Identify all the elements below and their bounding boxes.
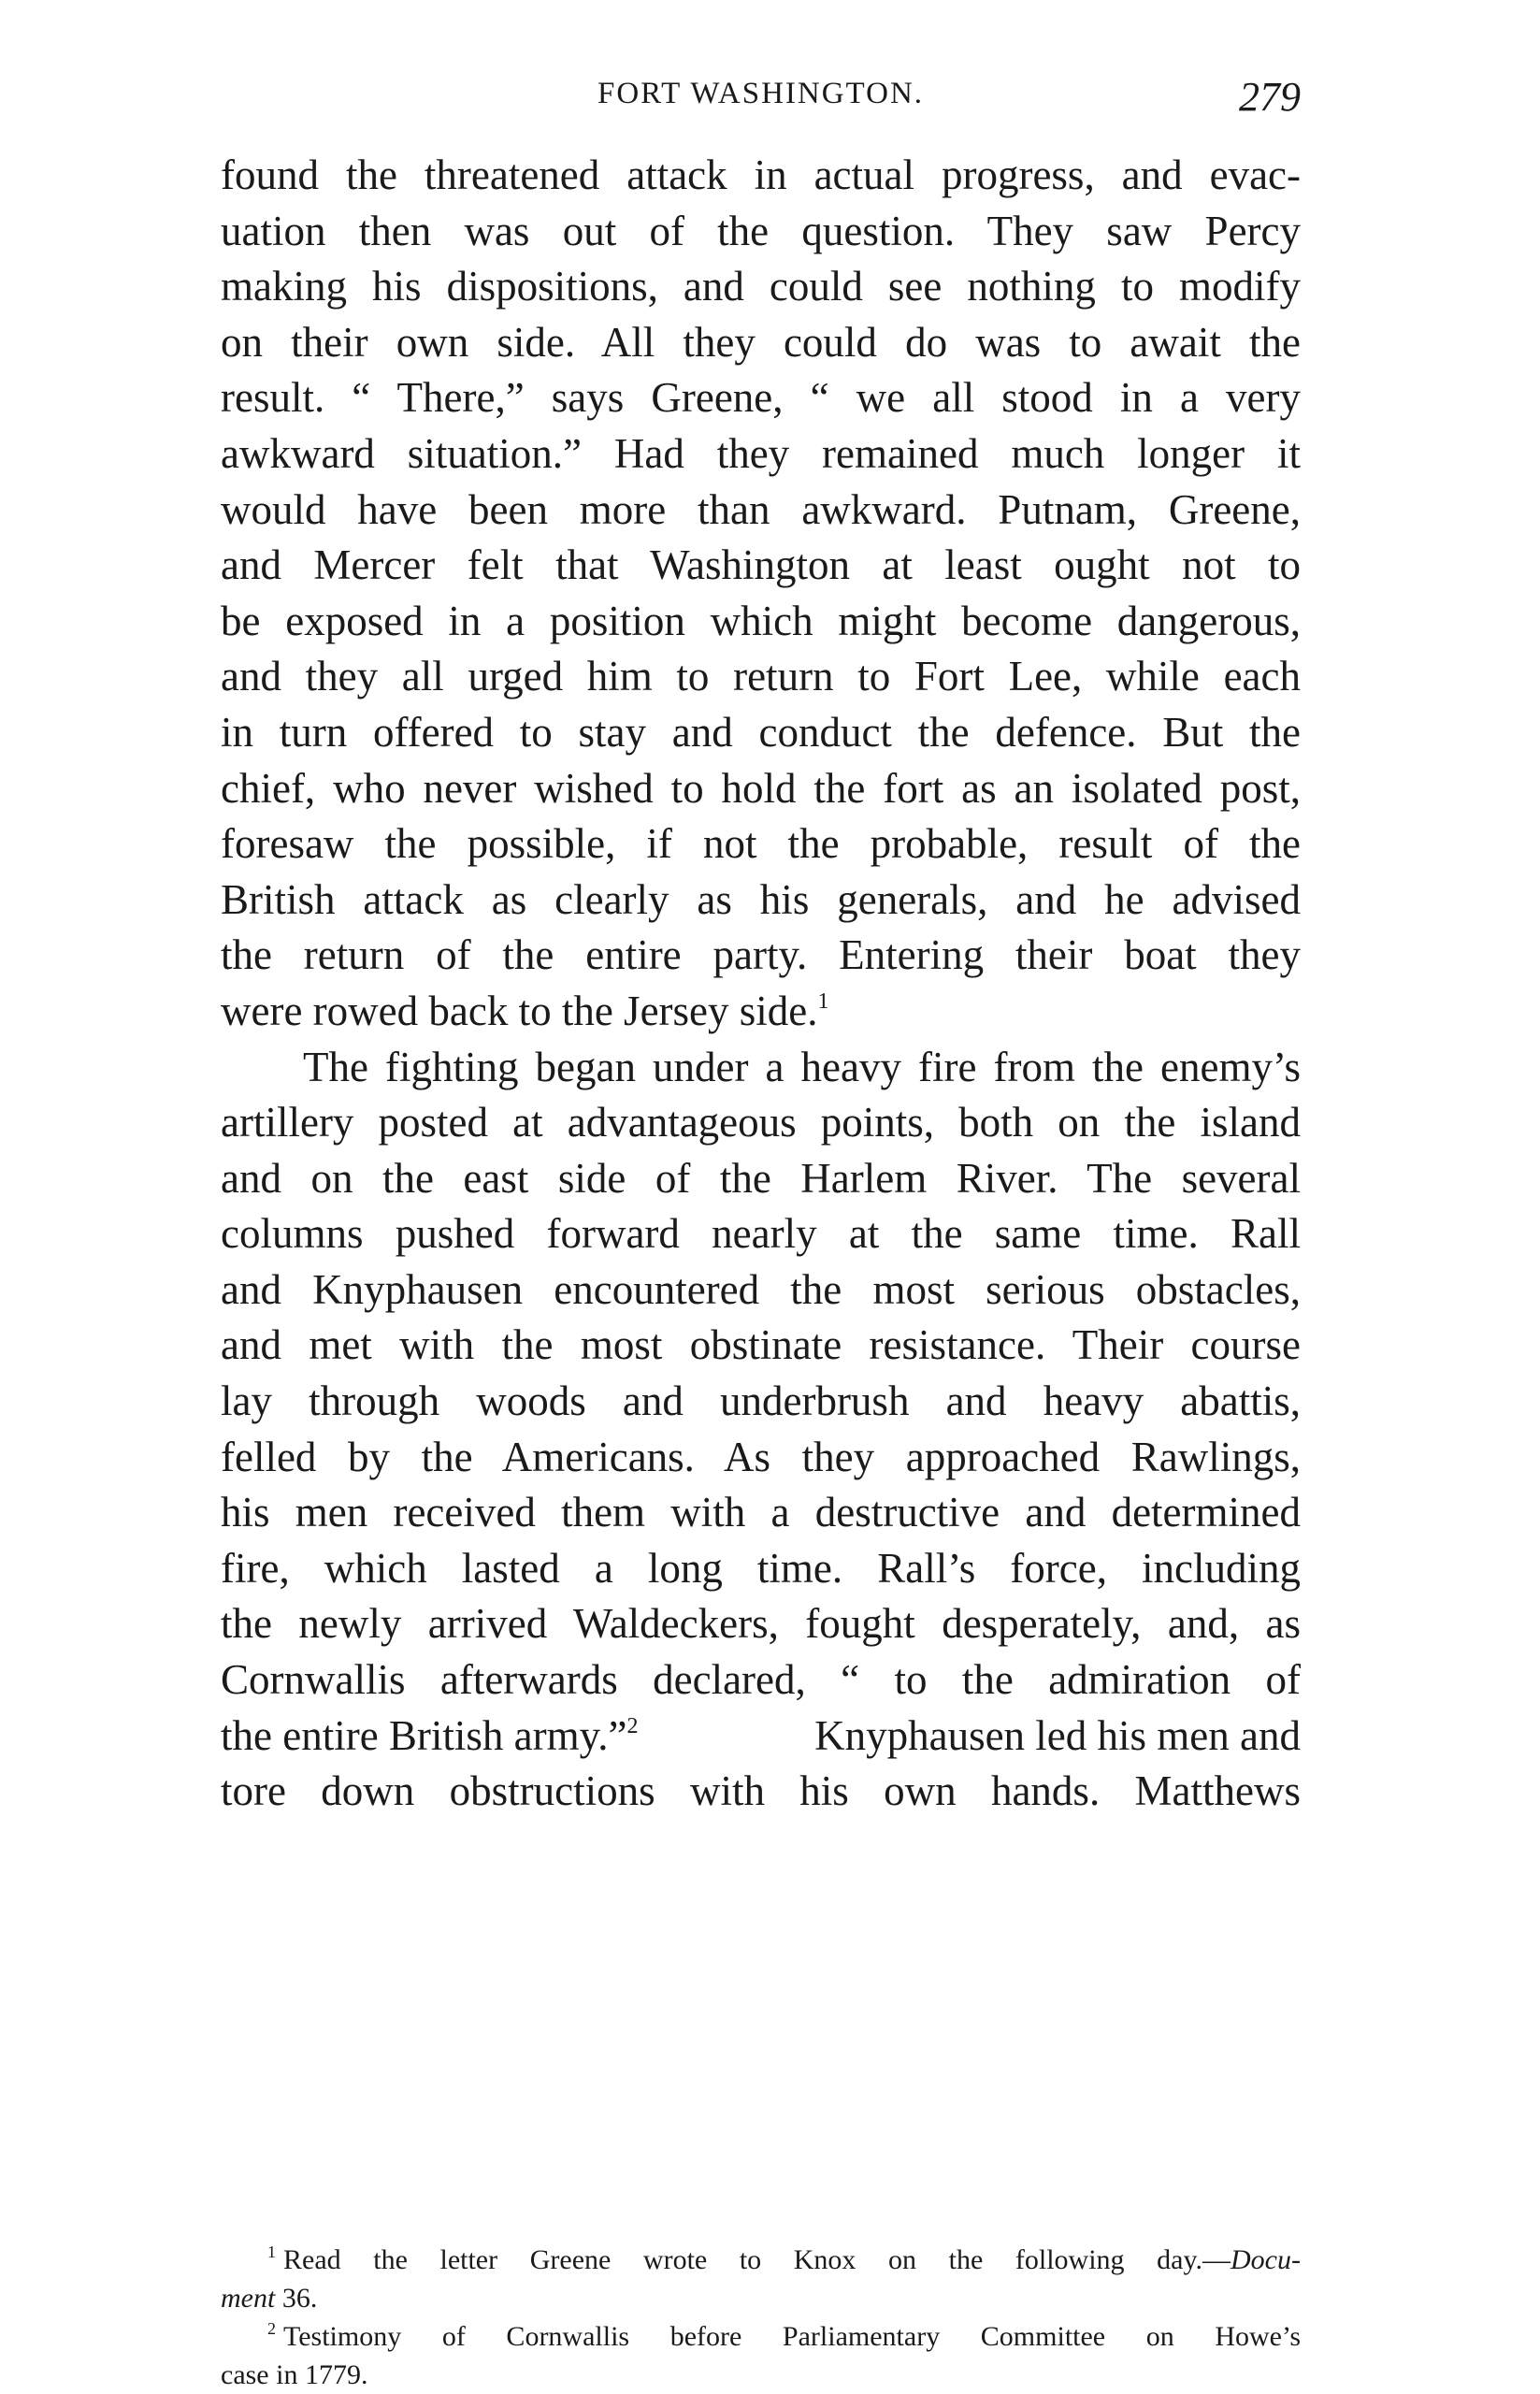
text-line [221,984,1301,1040]
footnote-2 [221,2317,1301,2394]
text-line: and Knyphausen encountered the most serious obstacles, [221,1265,1301,1313]
text-line: The fighting began under a heavy fire from the enemy’s [303,1043,1301,1090]
text-line: his men received them with a destructive and determined [221,1489,1301,1536]
text-line: artillery posted at advantageous points, both on the island [221,1099,1301,1147]
footnote-italic: Docu- [1231,2244,1301,2275]
main-text [221,148,1301,1820]
text-line: tore down obstructions with his own hands. Matthews [221,1767,1301,1815]
text-line: on their own side. All they could do was to await the [221,318,1301,366]
footnote-line [221,2241,1301,2279]
text-line: and met with the most obstinate resistance. Their course [221,1321,1301,1369]
footnote-ref-1: 1 [817,988,829,1014]
footnote-text: Read the letter Greene wrote to Knox on the following day.— [283,2244,1231,2275]
footnote-italic: ment [221,2283,276,2314]
footnotes [221,2241,1301,2394]
running-head [221,73,1301,129]
text-line: lay through woods and underbrush and heavy abattis, [221,1377,1301,1425]
text-line: found the threatened attack in actual progress, and evac- [221,151,1301,198]
text-line: making his dispositions, and could see nothing to modify [221,263,1301,310]
text-line-content: the entire British army.” [221,1711,627,1759]
text-line: columns pushed forward nearly at the same time. Rall [221,1210,1301,1258]
footnote-text: 36. [275,2283,318,2314]
footnote-line [221,2317,1301,2356]
footnote-1 [221,2241,1301,2317]
footnote-line [221,2279,1301,2317]
text-line: and Mercer felt that Washington at least ought not to [221,541,1301,589]
text-line: result. “ There,” says Greene, “ we all stood in a very [221,374,1301,422]
text-line-left [221,1709,638,1765]
text-line: chief, who never wished to hold the fort as an isolated post, [221,764,1301,812]
paragraph-2 [221,1040,1301,1820]
text-line: Cornwallis afterwards declared, “ to the admiration of [221,1656,1301,1704]
text-line: foresaw the possible, if not the probable, result of the [221,820,1301,868]
footnote-ref-2: 2 [626,1713,639,1738]
text-line: uation then was out of the question. They saw Percy [221,207,1301,254]
text-line: and on the east side of the Harlem River. The several [221,1154,1301,1202]
text-line: the return of the entire party. Entering their boat they [221,931,1301,979]
page-number: 279 [1239,74,1301,120]
text-line: British attack as clearly as his generals, and he advised [221,875,1301,923]
running-title: FORT WASHINGTON. [597,77,925,110]
text-line: felled by the Americans. As they approached Rawlings, [221,1433,1301,1480]
footnote-marker: 2 [267,2319,276,2338]
paragraph-1 [221,148,1301,1040]
footnote-marker: 1 [267,2243,276,2261]
text-line-content: were rowed back to the Jersey side. [221,987,818,1034]
text-line: be exposed in a position which might become dangerous, [221,597,1301,644]
text-line: awkward situation.” Had they remained much longer it [221,429,1301,477]
text-line: in turn offered to stay and conduct the defence. But the [221,708,1301,756]
footnote-text: Testimony of Cornwallis before Parliamentary Committee on Howe’s [283,2321,1301,2352]
footnote-line: case in 1779. [221,2359,368,2390]
text-line: fire, which lasted a long time. Rall’s force, including [221,1544,1301,1592]
text-line: the newly arrived Waldeckers, fought desperately, and, as [221,1600,1301,1648]
text-line [221,1709,1301,1765]
text-line-right: Knyphausen led his men and [814,1711,1301,1759]
text-line: would have been more than awkward. Putnam, Greene, [221,485,1301,533]
text-line: and they all urged him to return to Fort Lee, while each [221,653,1301,700]
